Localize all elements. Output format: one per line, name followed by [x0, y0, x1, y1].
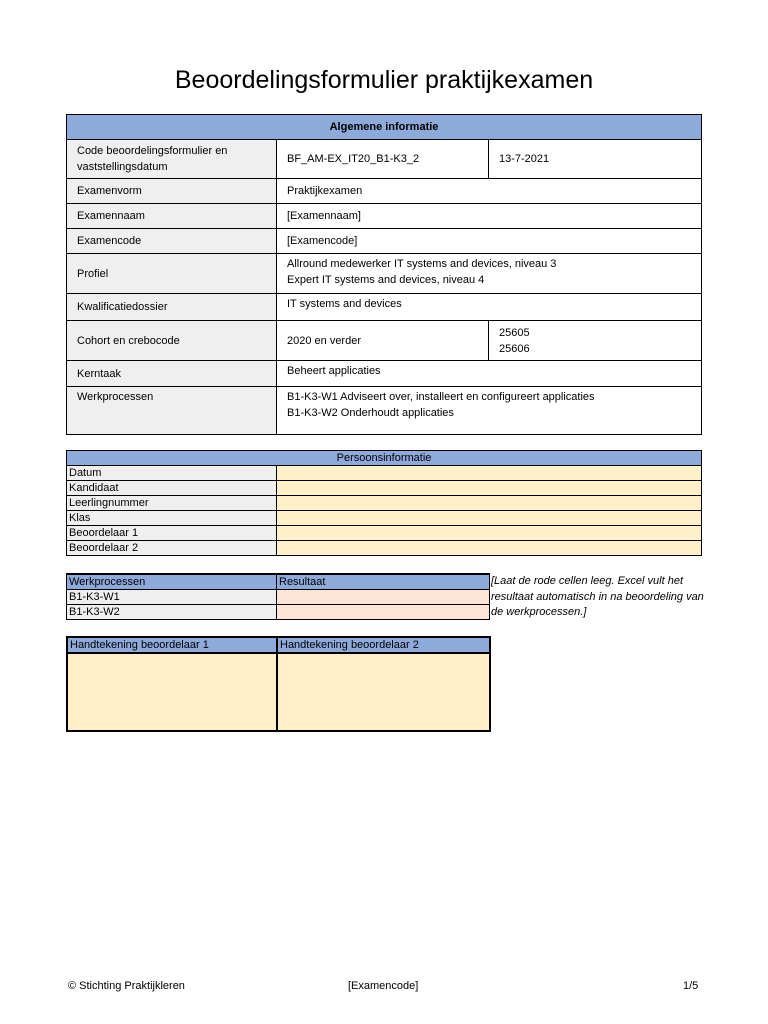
footer-examencode: [Examencode] — [348, 980, 419, 992]
profiel-line-1: Allround medewerker IT systems and devices, niveau 3 — [287, 258, 557, 270]
signature-table — [66, 636, 491, 732]
profiel-value — [277, 254, 702, 294]
kwalificatie-value: IT systems and devices — [277, 294, 702, 321]
general-info-header: Algemene informatie — [67, 115, 702, 140]
examennaam-label: Examennaam — [67, 204, 277, 229]
cohort-value: 2020 en verder — [277, 321, 489, 361]
beoordelaar-1-input-cell[interactable] — [277, 526, 702, 541]
kwalificatie-label: Kwalificatiedossier — [67, 294, 277, 321]
page-title: Beoordelingsformulier praktijkexamen — [174, 66, 594, 94]
code-label: Code beoordelingsformulier en vaststellingsdatum — [67, 140, 277, 179]
werkprocessen-value — [277, 387, 702, 435]
profiel-label: Profiel — [67, 254, 277, 294]
crebo-2: 25606 — [499, 342, 530, 355]
klas-label: Klas — [67, 511, 277, 526]
footer-copyright: © Stichting Praktijkleren — [68, 980, 185, 992]
examennaam-value: [Examennaam] — [277, 204, 702, 229]
footer-page-number: 1/5 — [683, 980, 699, 992]
person-info-header: Persoonsinformatie — [67, 451, 702, 466]
beoordelaar-2-input-cell[interactable] — [277, 541, 702, 556]
examenvorm-value: Praktijkexamen — [277, 179, 702, 204]
profiel-line-2: Expert IT systems and devices, niveau 4 — [287, 274, 485, 286]
werkprocessen-label: Werkprocessen — [67, 387, 277, 435]
resultaat-w2-cell — [277, 605, 490, 620]
werkproces-w1-label: B1-K3-W1 — [67, 590, 277, 605]
signature-1-box[interactable] — [67, 653, 277, 731]
examencode-value: [Examencode] — [277, 229, 702, 254]
werkprocessen-column-header: Werkprocessen — [67, 574, 277, 590]
date-value: 13-7-2021 — [489, 140, 702, 179]
general-info-table — [66, 114, 702, 435]
datum-input-cell[interactable] — [277, 466, 702, 481]
person-info-table — [66, 450, 702, 556]
signature-2-header: Handtekening beoordelaar 2 — [277, 637, 490, 653]
code-value: BF_AM-EX_IT20_B1-K3_2 — [277, 140, 489, 179]
werkprocessen-result-table — [66, 573, 490, 620]
leerlingnummer-input-cell[interactable] — [277, 496, 702, 511]
kerntaak-value: Beheert applicaties — [277, 361, 702, 387]
signature-1-header: Handtekening beoordelaar 1 — [67, 637, 277, 653]
resultaat-w1-cell — [277, 590, 490, 605]
beoordelaar-1-label: Beoordelaar 1 — [67, 526, 277, 541]
datum-label: Datum — [67, 466, 277, 481]
werkproces-line-2: B1-K3-W2 Onderhoudt applicaties — [287, 407, 454, 419]
examencode-label: Examencode — [67, 229, 277, 254]
kandidaat-label: Kandidaat — [67, 481, 277, 496]
leerlingnummer-label: Leerlingnummer — [67, 496, 277, 511]
instruction-note: [Laat de rode cellen leeg. Excel vult het resultaat automatisch in na beoordeling van de werkprocessen.] — [491, 575, 704, 618]
resultaat-column-header: Resultaat — [277, 574, 490, 590]
examenvorm-label: Examenvorm — [67, 179, 277, 204]
cohort-label: Cohort en crebocode — [67, 321, 277, 361]
kerntaak-label: Kerntaak — [67, 361, 277, 387]
beoordelaar-2-label: Beoordelaar 2 — [67, 541, 277, 556]
werkproces-w2-label: B1-K3-W2 — [67, 605, 277, 620]
crebo-1: 25605 — [499, 326, 530, 339]
klas-input-cell[interactable] — [277, 511, 702, 526]
signature-2-box[interactable] — [277, 653, 490, 731]
werkproces-line-1: B1-K3-W1 Adviseert over, installeert en configureert applicaties — [287, 391, 595, 403]
crebo-value — [489, 321, 702, 361]
kandidaat-input-cell[interactable] — [277, 481, 702, 496]
